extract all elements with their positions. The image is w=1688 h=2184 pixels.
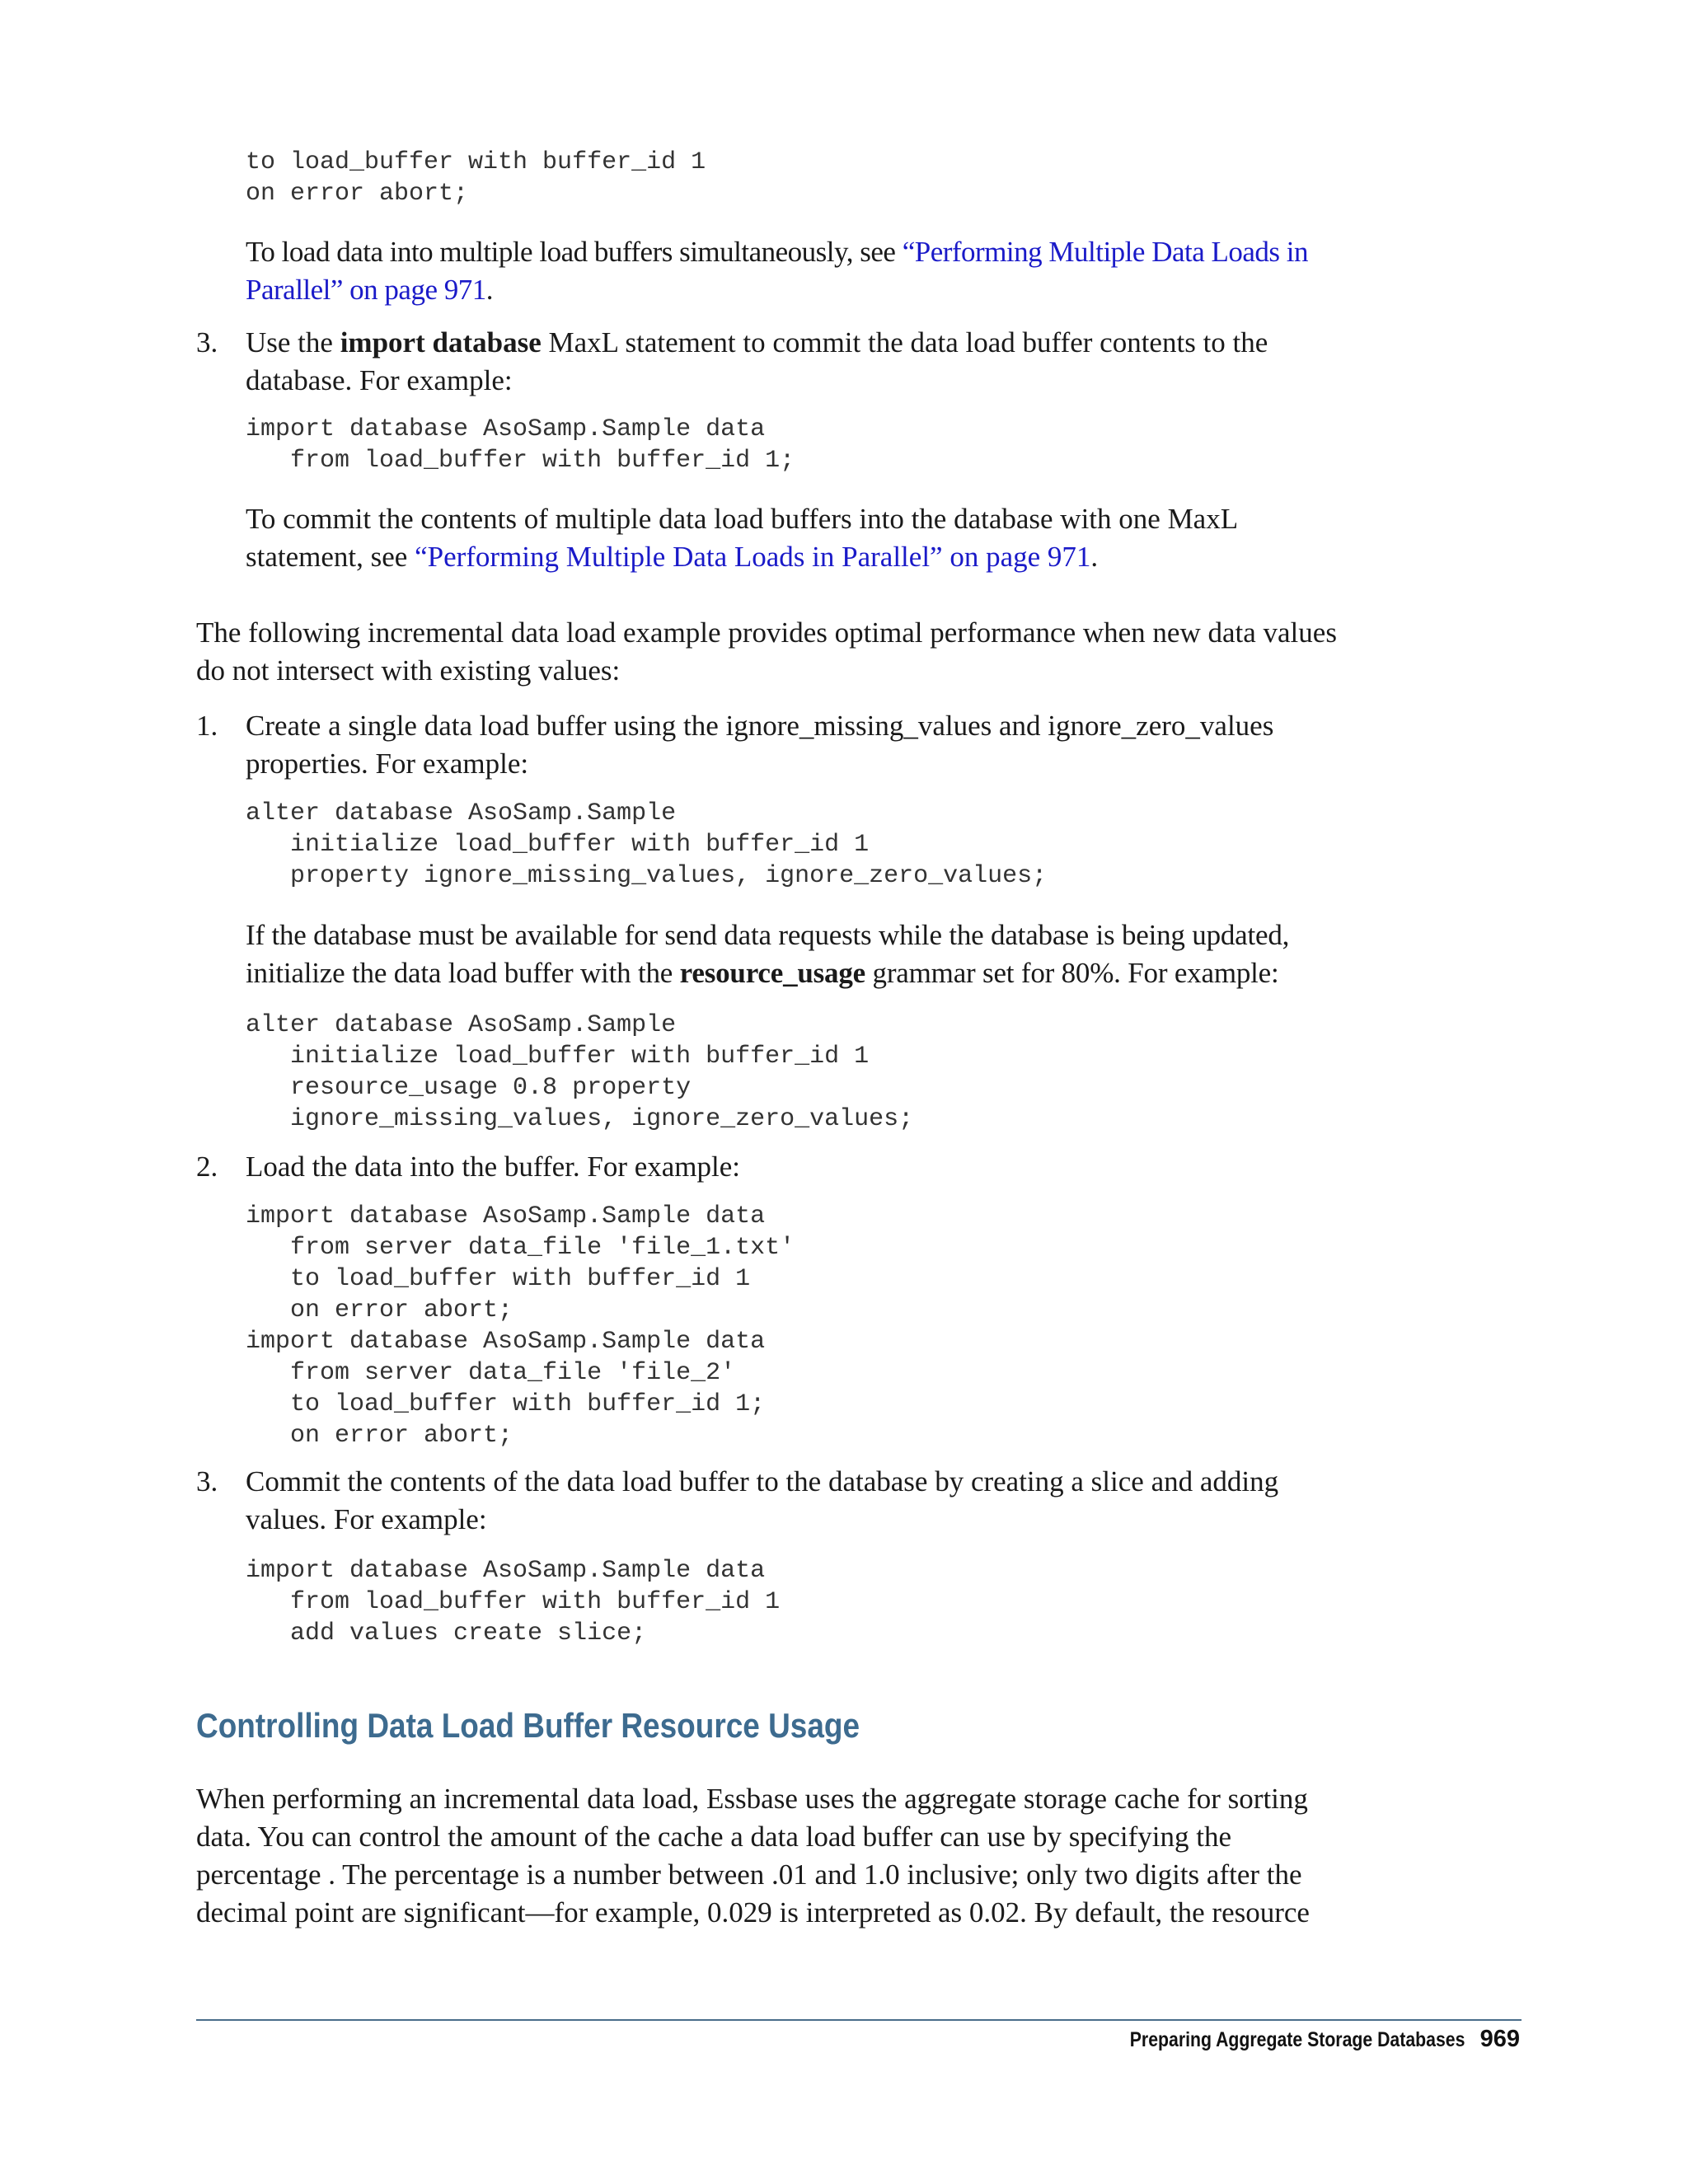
step-text: MaxL statement to commit the data load buffer contents to the database. For example: <box>246 326 1268 396</box>
code-block-import-load: import database AsoSamp.Sample data from server data_file 'file_1.txt' to load_buffer with buffer_id 1 on error abort; import database AsoSamp.Sample data from server data_file 'file_2' to load_buffer with buffer_id 1; on error abort; <box>246 1202 795 1450</box>
page-footer <box>1071 2026 1520 2053</box>
step-commit-slice: Commit the contents of the data load buffer to the database by creating a slice and adding values. For example: <box>246 1465 1279 1535</box>
list-number: 1. <box>196 710 218 742</box>
list-number: 2. <box>196 1151 218 1183</box>
code-block-load-continuation: to load_buffer with buffer_id 1 on error abort; <box>246 148 706 208</box>
paragraph-text: grammar set for 80%. For example: <box>865 957 1279 989</box>
step-text: Use the <box>246 326 340 359</box>
step-create-buffer: Create a single data load buffer using the ignore_missing_values and ignore_zero_values properties. For example: <box>246 710 1274 780</box>
code-block-import-slice: import database AsoSamp.Sample data from load_buffer with buffer_id 1 add values create slice; <box>246 1557 781 1647</box>
paragraph-text: . <box>485 274 494 306</box>
section-heading: Controlling Data Load Buffer Resource Usage <box>196 1706 860 1745</box>
paragraph-multiple-load-buffers <box>246 233 1350 309</box>
step-load-data: Load the data into the buffer. For example: <box>246 1151 741 1183</box>
paragraph-text: If the database must be available for send data requests while the database is being updated, initialize the data load buffer with the <box>246 919 1290 989</box>
footer-divider <box>196 2019 1522 2021</box>
paragraph-text: To load data into multiple load buffers simultaneously, see <box>246 236 903 268</box>
link-performing-multiple-data-loads[interactable]: “Performing Multiple Data Loads in Parallel” on page 971 <box>415 541 1091 573</box>
step-import-database <box>246 324 1350 400</box>
code-block-alter-database: alter database AsoSamp.Sample initialize load_buffer with buffer_id 1 property ignore_missing_values, ignore_zero_values; <box>246 799 1048 890</box>
footer-chapter-title: Preparing Aggregate Storage Databases <box>1129 2028 1465 2051</box>
link-performing-multiple-data-loads[interactable]: “Performing Multiple Data Loads in Parallel” on page 971 <box>246 236 1309 306</box>
code-block-alter-database-resource: alter database AsoSamp.Sample initialize load_buffer with buffer_id 1 resource_usage 0.8 property ignore_missing_values, ignore_zero_values; <box>246 1011 914 1133</box>
list-number: 3. <box>196 1465 218 1497</box>
keyword-import-database: import database <box>340 326 542 359</box>
paragraph-controlling-resource: When performing an incremental data load, Essbase uses the aggregate storage cache for sorting data. You can control the amount of the cache a data load buffer can use by specifying the percentage . The percentage is a number between .01 and 1.0 inclusive; only two digits after the decimal point are significant—for example, 0.029 is interpreted as 0.02. By default, the resource <box>196 1783 1310 1929</box>
page-number: 969 <box>1479 2026 1520 2052</box>
paragraph-resource-usage <box>246 916 1354 992</box>
paragraph-commit-multiple <box>246 500 1350 576</box>
paragraph-text: . <box>1090 541 1099 573</box>
keyword-resource-usage: resource_usage <box>679 957 865 989</box>
paragraph-text: To commit the contents of multiple data load buffers into the database with one MaxL statement, see <box>246 503 1237 573</box>
paragraph-incremental-load: The following incremental data load example provides optimal performance when new data values do not intersect with existing values: <box>196 616 1337 687</box>
list-number: 3. <box>196 326 218 359</box>
code-block-import-database: import database AsoSamp.Sample data from load_buffer with buffer_id 1; <box>246 415 795 475</box>
